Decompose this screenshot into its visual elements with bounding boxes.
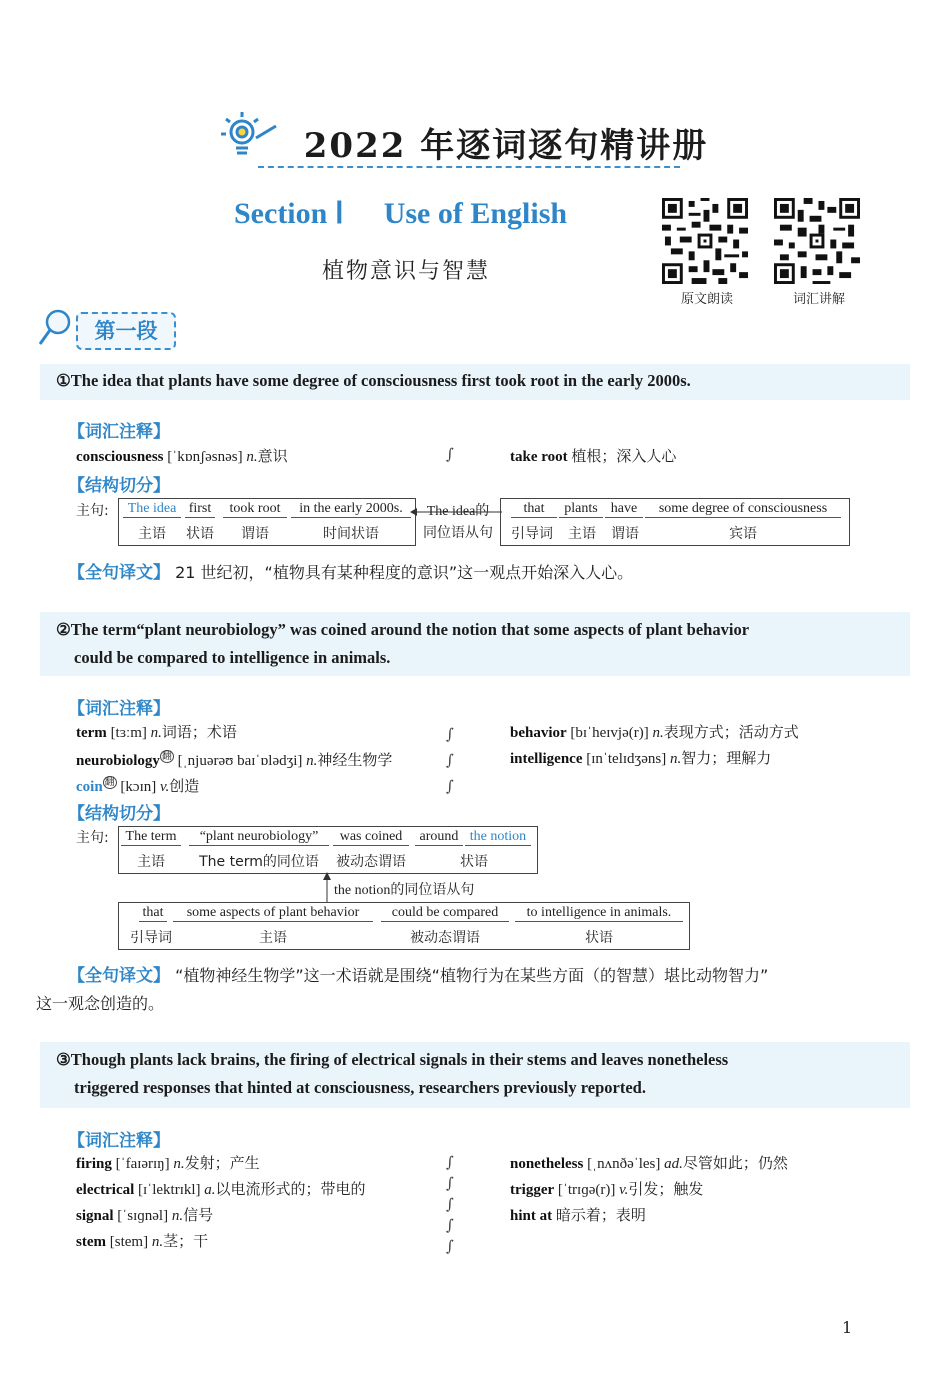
clause-word: to intelligence in animals. <box>515 905 683 922</box>
vocab-entry: consciousness [ˈkɒnʃəsnəs] n.意识 <box>76 449 288 465</box>
vocab-entry: term [tɜːm] n.词语；术语 <box>76 725 237 741</box>
translation-1: 【全句译文】 21 世纪初，“植物具有某种程度的意识”这一观点开始深入人心。 <box>68 563 634 583</box>
main-clause-box <box>118 826 538 874</box>
link-role: 同位语从句 <box>423 525 493 541</box>
clause-role: 引导词 <box>511 526 553 542</box>
vocab-entry: signal [ˈsɪɡnəl] n.信号 <box>76 1208 214 1224</box>
title-divider <box>258 166 680 168</box>
vocab-entry: intelligence [ɪnˈtelɪdʒəns] n.智力；理解力 <box>510 751 772 767</box>
structure-tag: 【结构切分】 <box>68 804 170 824</box>
passage-title: 植物意识与智慧 <box>322 259 491 284</box>
arrow-icon <box>410 505 506 519</box>
clause-word: could be compared <box>381 905 509 922</box>
vocab-entry: coin $^翻$ [kɔɪn] v.创造 <box>76 777 200 795</box>
translation-2: 【全句译文】 “植物神经生物学”这一术语就是围绕“植物行为在某些方面（的智慧）堪比动物智力” 这一观念创造的。 <box>36 966 769 1013</box>
clause-word: plants <box>559 501 603 518</box>
clause-word: first <box>185 501 215 518</box>
clause-word: that <box>139 905 167 922</box>
vocab-entry: take root 植根；深入人心 <box>510 449 677 465</box>
sub-clause-box <box>500 498 850 546</box>
vocab-tag: 【词汇注释】 <box>68 422 170 442</box>
link-text: the notion的同位语从句 <box>334 883 475 898</box>
section-name: Use of English <box>383 197 568 230</box>
qr-code-reading[interactable] <box>662 198 752 307</box>
clause-role: 主语 <box>137 854 165 870</box>
translation-tag: 【全句译文】 <box>68 563 170 583</box>
clause-word: that <box>511 501 557 518</box>
sentence-1: ①The idea that plants have some degree of consciousness first took root in the early 2000s. <box>56 371 691 390</box>
clause-word: “plant neurobiology” <box>189 829 329 846</box>
clause-role: 宾语 <box>729 526 757 542</box>
translation-tag: 【全句译文】 <box>68 966 170 986</box>
clause-word: in the early 2000s. <box>291 501 411 518</box>
qr-label-reading: 原文朗读 <box>680 292 733 307</box>
vocab-entry: hint at 暗示着；表明 <box>510 1208 646 1224</box>
vocab-entry: behavior [bɪˈheɪvjə(r)] n.表现方式；活动方式 <box>510 725 799 741</box>
vocab-entry: firing [ˈfaɪərɪŋ] n.发射；产生 <box>76 1156 260 1172</box>
main-clause-box <box>118 498 416 546</box>
vocab-entry: nonetheless [ˌnʌnðəˈles] ad.尽管如此；仍然 <box>510 1156 788 1172</box>
clause-role: 时间状语 <box>323 526 379 542</box>
sentence-3: ③Though plants lack brains, the firing of electrical signals in their stems and leaves nonetheless triggered responses that hinted at consciousness, researchers previously reported. <box>56 1050 729 1097</box>
page-number: 1 <box>842 1318 853 1337</box>
clause-role: 主语 <box>138 526 166 542</box>
clause-word: the notion <box>465 829 531 846</box>
clause-word: The term <box>121 829 181 846</box>
vocab-entry: stem [stem] n.茎；干 <box>76 1234 209 1250</box>
link-text: The idea的 <box>426 504 490 519</box>
clause-role: 状语 <box>186 526 214 542</box>
clause-role: 主语 <box>568 526 596 542</box>
clause-role: 被动态谓语 <box>410 930 480 946</box>
vocab-tag: 【词汇注释】 <box>68 1131 170 1151</box>
clause-role: 被动态谓语 <box>336 854 406 870</box>
clause-role: 谓语 <box>241 526 269 542</box>
clause-word: have <box>605 501 643 518</box>
magnifier-icon <box>38 308 74 352</box>
qr-code-icon <box>774 198 860 284</box>
wavy-divider: ∫ ∫ ∫ ∫ ∫ <box>446 1153 454 1255</box>
sentence-2: ②The term“plant neurobiology” was coined around the notion that some aspects of plant behavior could be compared to intelligence in animals. <box>56 620 750 667</box>
paragraph-label: 第一段 <box>76 312 176 350</box>
clause-word: some degree of consciousness <box>645 501 841 518</box>
vocab-entry: electrical [ɪˈlektrɪkl] a.以电流形式的；带电的 <box>76 1182 366 1198</box>
translation-badge: 翻 <box>161 751 172 762</box>
wavy-divider: ∫ ∫ ∫ <box>446 725 454 795</box>
clause-role: 引导词 <box>130 930 172 946</box>
qr-label-vocab: 词汇讲解 <box>792 292 845 307</box>
arrow-icon <box>321 872 333 904</box>
clause-role: The term的同位语 <box>199 854 319 870</box>
section-heading <box>234 196 567 231</box>
clause-word: took root <box>223 501 287 518</box>
clause-role: 状语 <box>460 854 488 870</box>
section-label: Section Ⅰ <box>234 197 344 230</box>
book-title: 2022 年逐词逐句精讲册 <box>303 126 709 166</box>
clause-role: 状语 <box>585 930 613 946</box>
vocab-tag: 【词汇注释】 <box>68 699 170 719</box>
clause-word: around <box>415 829 463 846</box>
wavy-divider: ∫ <box>446 445 454 463</box>
main-clause-label: 主句: <box>76 830 109 846</box>
qr-code-icon <box>662 198 748 284</box>
clause-word: was coined <box>333 829 409 846</box>
vocab-entry: neurobiology $^翻$ [ˌnjuərəʊ baɪˈɒlədʒi] n.神经生物学 <box>76 751 393 769</box>
clause-role: 主语 <box>259 930 287 946</box>
translation-badge: 翻 <box>104 777 115 788</box>
qr-code-vocab[interactable] <box>774 198 864 307</box>
main-clause-label: 主句: <box>76 503 109 519</box>
clause-word: some aspects of plant behavior <box>173 905 373 922</box>
vocab-entry: trigger [ˈtrɪɡə(r)] v.引发；触发 <box>510 1182 704 1198</box>
sub-clause-box <box>118 902 690 950</box>
clause-word: The idea <box>123 501 181 518</box>
clause-role: 谓语 <box>611 526 639 542</box>
structure-tag: 【结构切分】 <box>68 476 170 496</box>
